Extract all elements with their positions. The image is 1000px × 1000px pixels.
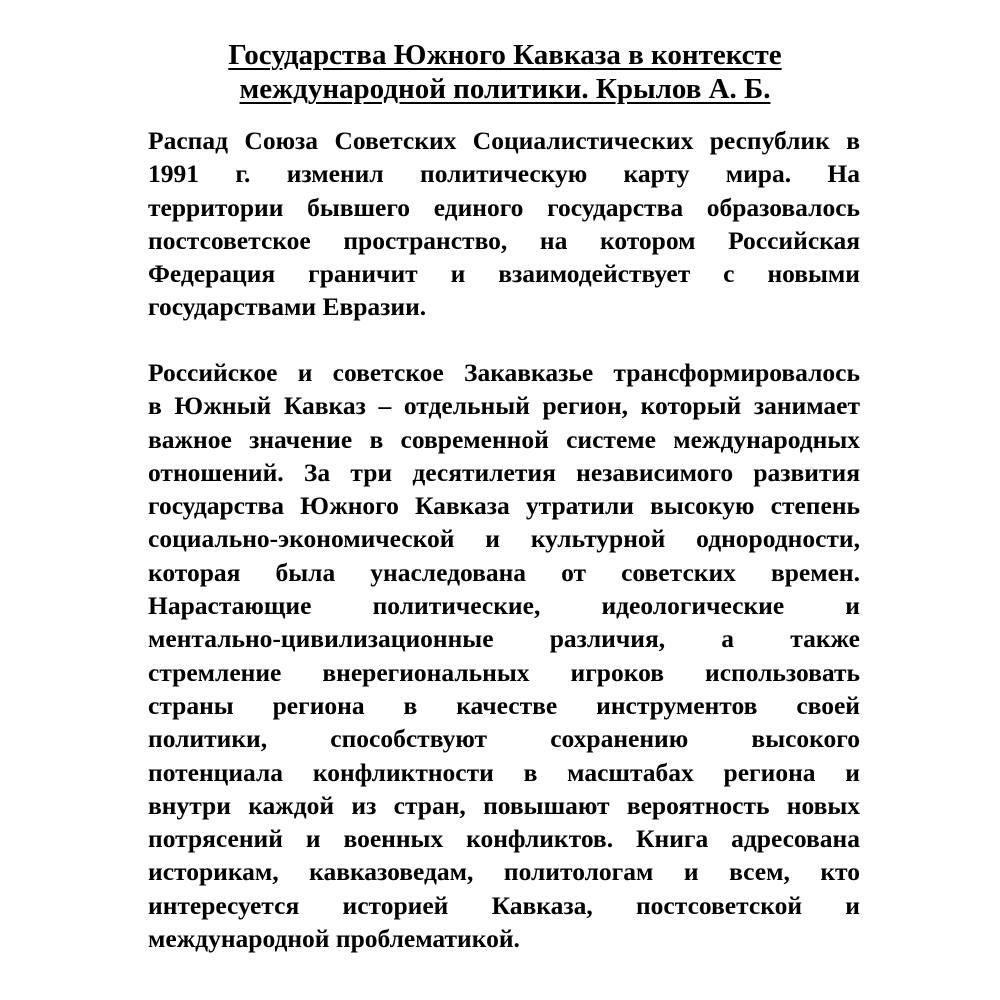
text-line: Российское и советское Закавказье трансформировалось [148, 358, 860, 387]
text-line: в Южный Кавказ – отдельный регион, который занимает [148, 391, 860, 421]
text-line: отношений. За три десятилетия независимого развития [148, 457, 860, 487]
text-line: стремление внерегиональных игроков использовать [148, 657, 860, 687]
text-line: историкам, кавказоведам, политологам и всем, кто [148, 857, 860, 887]
text-line: Нарастающие политические, идеологические и [148, 591, 860, 621]
text-line: государства Южного Кавказа утратили высокую степень [148, 491, 860, 521]
text-line: 1991 г. изменил политическую карту мира. На [148, 159, 860, 189]
text-line: постсоветское пространство, на котором Российская [148, 225, 860, 255]
text-line: потрясений и военных конфликтов. Книга адресована [148, 824, 860, 854]
text-line: внутри каждой из стран, повышают вероятность новых [148, 790, 860, 820]
text-line: международной проблематикой. [148, 924, 520, 954]
text-line: страны региона в качестве инструментов своей [148, 690, 860, 720]
text-line: Распад Союза Советских Социалистических республик в [148, 126, 860, 155]
text-line: потенциала конфликтности в масштабах региона и [148, 757, 860, 787]
text-line: интересуется историей Кавказа, постсоветской и [148, 890, 860, 920]
text-line: ментально-цивилизационные различия, а также [148, 624, 860, 654]
title-line: Государства Южного Кавказа в контексте [228, 39, 782, 71]
text-line: территории бывшего единого государства образовалось [148, 192, 860, 222]
title-line: международной политики. Крылов А. Б. [239, 73, 771, 105]
text-line: Федерация граничит и взаимодействует с новыми [148, 259, 860, 289]
document-title [150, 38, 860, 106]
paragraph-2 [148, 356, 860, 955]
text-line: государствами Евразии. [148, 292, 427, 322]
text-line: политики, способствуют сохранению высокого [148, 724, 860, 754]
paragraph-1 [148, 124, 860, 324]
text-line: которая была унаследована от советских времен. [148, 557, 860, 587]
text-line: важное значение в современной системе международных [148, 424, 860, 454]
text-line: социально-экономической и культурной однородности, [148, 524, 860, 554]
